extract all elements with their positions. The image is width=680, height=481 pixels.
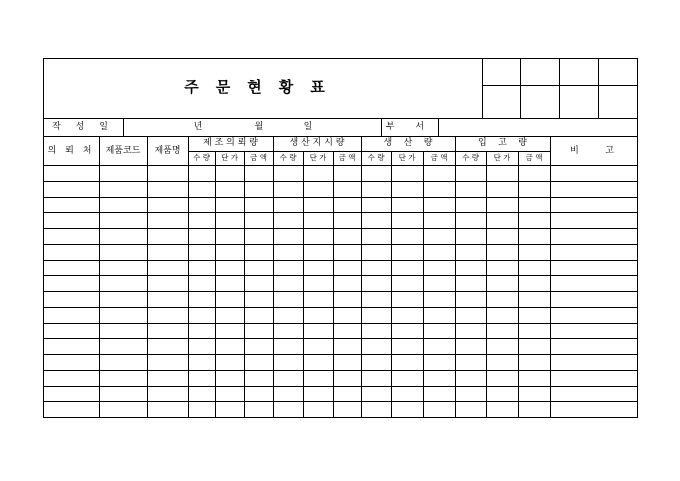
remarks-header: 비 고 bbox=[570, 146, 617, 156]
quantity-subheader: 수 량 bbox=[367, 153, 385, 162]
unit-price-subheader: 단 가 bbox=[493, 153, 511, 162]
approval-divider bbox=[559, 58, 560, 119]
table-row-line bbox=[43, 228, 637, 229]
warehousing-qty-header: 입 고 량 bbox=[478, 138, 527, 148]
table-row-line bbox=[43, 212, 637, 213]
col-divider bbox=[188, 136, 189, 417]
quantity-subheader: 수 량 bbox=[462, 153, 479, 162]
table-row-line bbox=[43, 338, 637, 339]
subcol-divider bbox=[244, 151, 245, 417]
subcol-divider bbox=[215, 151, 216, 417]
col-divider bbox=[455, 136, 456, 417]
quantity-subheader: 수 량 bbox=[193, 153, 210, 162]
frame-bottom bbox=[43, 417, 638, 418]
approval-divider bbox=[598, 58, 599, 119]
col-divider bbox=[273, 136, 274, 417]
department-label: 부 서 bbox=[385, 122, 434, 132]
table-row-line bbox=[43, 386, 637, 387]
col-divider bbox=[147, 136, 148, 417]
table-row-line bbox=[43, 260, 637, 261]
product-code-header: 제품코드 bbox=[105, 146, 141, 156]
unit-price-subheader: 단 가 bbox=[221, 153, 238, 162]
approval-divider bbox=[482, 58, 483, 119]
subcol-divider bbox=[486, 151, 487, 417]
table-row-line bbox=[43, 197, 637, 198]
subcol-divider bbox=[333, 151, 334, 417]
frame-left bbox=[43, 58, 44, 418]
info-row-bottom bbox=[43, 136, 638, 137]
approval-divider bbox=[520, 58, 521, 119]
unit-price-subheader: 단 가 bbox=[309, 153, 327, 162]
amount-subheader: 금 액 bbox=[338, 153, 356, 162]
table-row-line bbox=[43, 291, 637, 292]
frame-right bbox=[637, 58, 638, 418]
production-order-header: 생 산 지 시 량 bbox=[289, 138, 345, 148]
frame-top bbox=[43, 58, 638, 59]
page-title: 주문현황표 bbox=[184, 78, 342, 96]
quantity-subheader: 수 량 bbox=[279, 153, 297, 162]
subcol-divider bbox=[391, 151, 392, 417]
subcol-divider bbox=[303, 151, 304, 417]
table-row-line bbox=[43, 275, 637, 276]
table-row-line bbox=[43, 307, 637, 308]
amount-subheader: 금 액 bbox=[525, 153, 543, 162]
client-header: 의 뢰 처 bbox=[47, 146, 95, 156]
table-row-line bbox=[43, 323, 637, 324]
written-date-label: 작 성 일 bbox=[52, 122, 114, 132]
approval-midline bbox=[482, 85, 638, 86]
production-qty-header: 생 산 량 bbox=[383, 138, 433, 148]
subcol-divider bbox=[423, 151, 424, 417]
subcol-divider bbox=[518, 151, 519, 417]
month-label: 월 bbox=[254, 122, 264, 132]
header-bottom bbox=[43, 165, 638, 166]
table-row-line bbox=[43, 354, 637, 355]
department-field[interactable] bbox=[439, 119, 637, 136]
manufacture-request-header: 제 조 의 뢰 량 bbox=[203, 138, 258, 148]
amount-subheader: 금 액 bbox=[430, 153, 448, 162]
table-row-line bbox=[43, 401, 637, 402]
amount-subheader: 금 액 bbox=[250, 153, 267, 162]
unit-price-subheader: 단 가 bbox=[398, 153, 416, 162]
col-divider bbox=[550, 136, 551, 417]
product-name-header: 제품명 bbox=[154, 146, 181, 156]
col-divider bbox=[99, 136, 100, 417]
info-divider bbox=[123, 118, 124, 137]
table-row-line bbox=[43, 370, 637, 371]
header-midline bbox=[188, 151, 550, 152]
table-row-line bbox=[43, 181, 637, 182]
col-divider bbox=[361, 136, 362, 417]
year-label: 년 bbox=[193, 122, 203, 132]
day-label: 일 bbox=[303, 122, 313, 132]
table-row-line bbox=[43, 244, 637, 245]
